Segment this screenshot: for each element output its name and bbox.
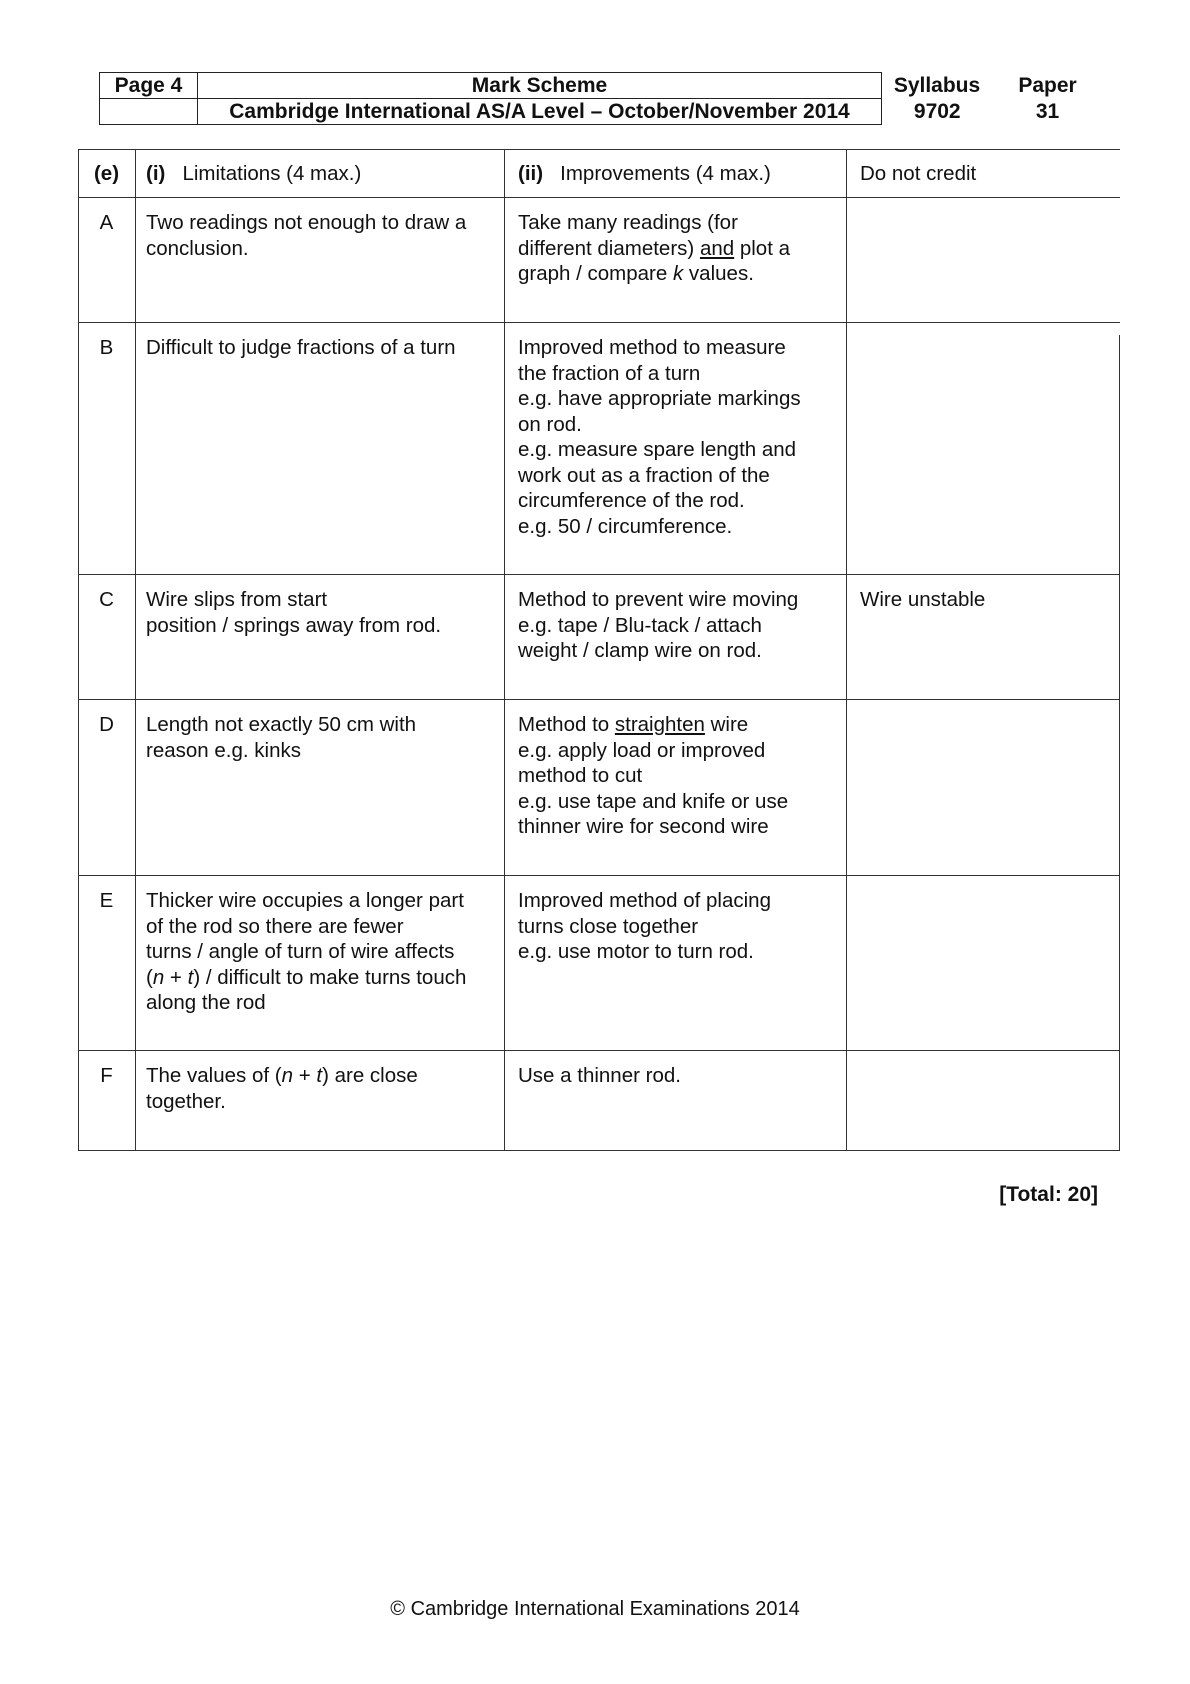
do-not-credit-header: Do not credit [860, 162, 977, 185]
improvement-text [518, 587, 848, 664]
table-rule [78, 149, 1120, 150]
text-span: + [164, 965, 188, 989]
text-line: Difficult to judge fractions of a turn [146, 336, 456, 359]
table-rule [78, 149, 79, 1150]
improvement-text [518, 210, 848, 287]
text-span: wire [704, 713, 749, 736]
syllabus-value: 9702 [913, 100, 961, 123]
italic-text: n [281, 1064, 293, 1087]
table-rule [78, 574, 1120, 575]
total-marks: [Total: 20] [999, 1183, 1098, 1206]
limitation-text [146, 210, 506, 261]
text-span: Method to [518, 713, 615, 736]
page-number-blank [100, 99, 198, 125]
row-key: F [100, 1064, 113, 1087]
italic-text: t [316, 1064, 323, 1087]
table-rule [78, 322, 1120, 323]
improvement-text [518, 335, 848, 539]
row-key: C [99, 588, 114, 611]
text-span: + [293, 1064, 317, 1087]
text-line: on rod. [518, 412, 582, 436]
text-line: e.g. use motor to turn rod. [518, 940, 754, 963]
page-number: Page 4 [100, 73, 198, 99]
text-line: weight / clamp wire on rod. [518, 639, 762, 662]
text-line: thinner wire for second wire [518, 815, 769, 838]
text-span: ) / difficult to make turns touch [193, 965, 467, 989]
text-line: position / springs away from rod. [146, 613, 442, 637]
text-line: circumference of the rod. [518, 489, 745, 512]
improvements-header [518, 161, 848, 187]
text-line [146, 1063, 506, 1089]
row-key: E [99, 889, 114, 912]
text-line: Length not exactly 50 cm with [146, 713, 417, 736]
limitation-text [146, 1063, 506, 1114]
text-line: together. [146, 1089, 226, 1113]
limitations-label: Limitations (4 max.) [182, 162, 362, 185]
text-line: of the rod so there are fewer [146, 914, 404, 938]
limitations-num: (i) [146, 162, 166, 185]
text-line [146, 965, 506, 991]
table-rule [78, 699, 1120, 700]
text-line: Improved method of placing [518, 889, 771, 912]
text-line: the fraction of a turn [518, 361, 701, 385]
limitation-text [146, 335, 506, 361]
text-line: e.g. measure spare length and [518, 438, 797, 461]
document-title: Mark Scheme [198, 73, 882, 99]
text-line: e.g. tape / Blu-tack / attach [518, 613, 762, 637]
text-line: Method to prevent wire moving [518, 588, 799, 611]
paper-label: Paper [1018, 74, 1077, 97]
copyright-footer: © Cambridge International Examinations 2014 [390, 1598, 800, 1620]
underlined-text: straighten [614, 713, 705, 736]
text-line: e.g. use tape and knife or use [518, 789, 789, 813]
table-rule [78, 875, 1120, 876]
italic-text: t [187, 965, 194, 989]
table-rule [78, 1050, 1120, 1051]
italic-text: n [152, 965, 165, 989]
document-subtitle: Cambridge International AS/A Level – October/November 2014 [198, 99, 882, 125]
limitation-text [146, 587, 506, 638]
text-line: e.g. apply load or improved [518, 738, 766, 762]
text-line: work out as a fraction of the [518, 463, 770, 487]
text-line: Two readings not enough to draw a [146, 211, 467, 234]
text-line: Use a thinner rod. [518, 1064, 681, 1087]
text-span: plot a [734, 236, 791, 260]
page-header [99, 72, 1103, 125]
text-line: Thicker wire occupies a longer part [146, 889, 464, 912]
improvements-num: (ii) [518, 162, 544, 185]
text-line: turns / angle of turn of wire affects [146, 940, 455, 963]
text-line: reason e.g. kinks [146, 738, 301, 762]
text-line [518, 236, 848, 262]
improvement-text [518, 712, 848, 840]
table-rule [78, 1150, 1120, 1151]
underlined-text: and [699, 236, 735, 260]
row-key: A [99, 211, 114, 234]
text-span: ( [146, 965, 153, 989]
text-line: conclusion. [146, 236, 249, 260]
improvements-label: Improvements (4 max.) [560, 162, 771, 185]
limitation-text [146, 712, 506, 763]
table-rule [78, 197, 1120, 198]
text-line: e.g. 50 / circumference. [518, 514, 733, 538]
improvement-text [518, 1063, 848, 1089]
row-key: B [99, 336, 114, 359]
text-line: e.g. have appropriate markings [518, 387, 801, 410]
text-span: The values of ( [146, 1064, 282, 1087]
text-line: along the rod [146, 991, 266, 1014]
part-label: (e) [93, 162, 120, 185]
row-key: D [99, 713, 114, 736]
do-not-credit-text: Wire unstable [860, 588, 986, 611]
improvement-text [518, 888, 848, 965]
table-rule [1119, 335, 1120, 1150]
text-line: turns close together [518, 914, 699, 938]
text-line: Improved method to measure [518, 336, 786, 359]
text-line: method to cut [518, 764, 643, 787]
text-span: different diameters) [518, 236, 700, 260]
text-line [518, 712, 848, 738]
table-rule [135, 149, 136, 1150]
text-line [518, 261, 848, 287]
text-line: Take many readings (for [518, 211, 738, 234]
text-line: Wire slips from start [146, 588, 328, 611]
text-span: ) are close [322, 1064, 418, 1087]
text-span: graph / compare [518, 262, 673, 285]
limitations-header [146, 161, 506, 187]
text-span: values. [683, 262, 754, 285]
italic-text: k [672, 262, 684, 285]
limitation-text [146, 888, 506, 1016]
syllabus-label: Syllabus [893, 74, 981, 97]
paper-value: 31 [1035, 100, 1060, 123]
